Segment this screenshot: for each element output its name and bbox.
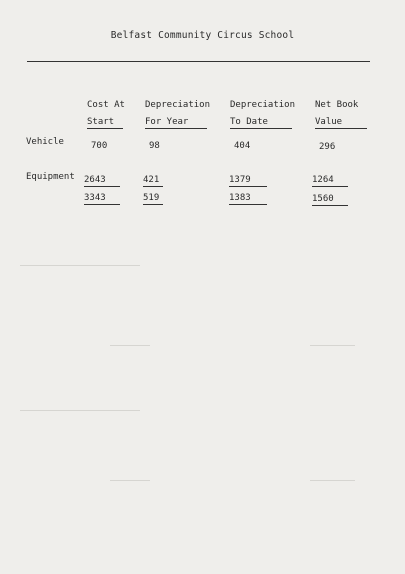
show-through-line (20, 265, 140, 266)
show-through-line (110, 345, 150, 346)
header-dep-date-line1: Depreciation (230, 100, 296, 110)
header-dep-year-line1: Depreciation (145, 100, 211, 110)
cell-total-dep-year: 519 (143, 193, 163, 205)
cell-equipment-nbv: 1264 (312, 175, 348, 187)
cell-equipment-dep-year: 421 (143, 175, 163, 187)
header-dep-date-line2: To Date (230, 117, 292, 129)
cell-total-nbv: 1560 (312, 194, 348, 206)
cell-total-dep-date: 1383 (229, 193, 267, 205)
show-through-line (20, 410, 140, 411)
header-cost-line1: Cost At (87, 100, 125, 110)
show-through-line (110, 480, 150, 481)
cell-equipment-dep-date: 1379 (229, 175, 267, 187)
title-rule (27, 61, 370, 62)
row-label-equipment: Equipment (26, 172, 75, 182)
show-through-line (310, 345, 355, 346)
row-label-vehicle: Vehicle (26, 137, 64, 147)
header-cost-line2: Start (87, 117, 123, 129)
cell-vehicle-cost: 700 (91, 141, 108, 151)
document-title: Belfast Community Circus School (110, 30, 295, 41)
cell-vehicle-nbv: 296 (319, 142, 336, 152)
header-dep-year-line2: For Year (145, 117, 207, 129)
cell-equipment-cost: 2643 (84, 175, 120, 187)
header-nbv-line2: Value (315, 117, 367, 129)
cell-total-cost: 3343 (84, 193, 120, 205)
cell-vehicle-dep-year: 98 (149, 141, 160, 151)
header-nbv-line1: Net Book (315, 100, 359, 110)
show-through-line (310, 480, 355, 481)
cell-vehicle-dep-date: 404 (234, 141, 251, 151)
